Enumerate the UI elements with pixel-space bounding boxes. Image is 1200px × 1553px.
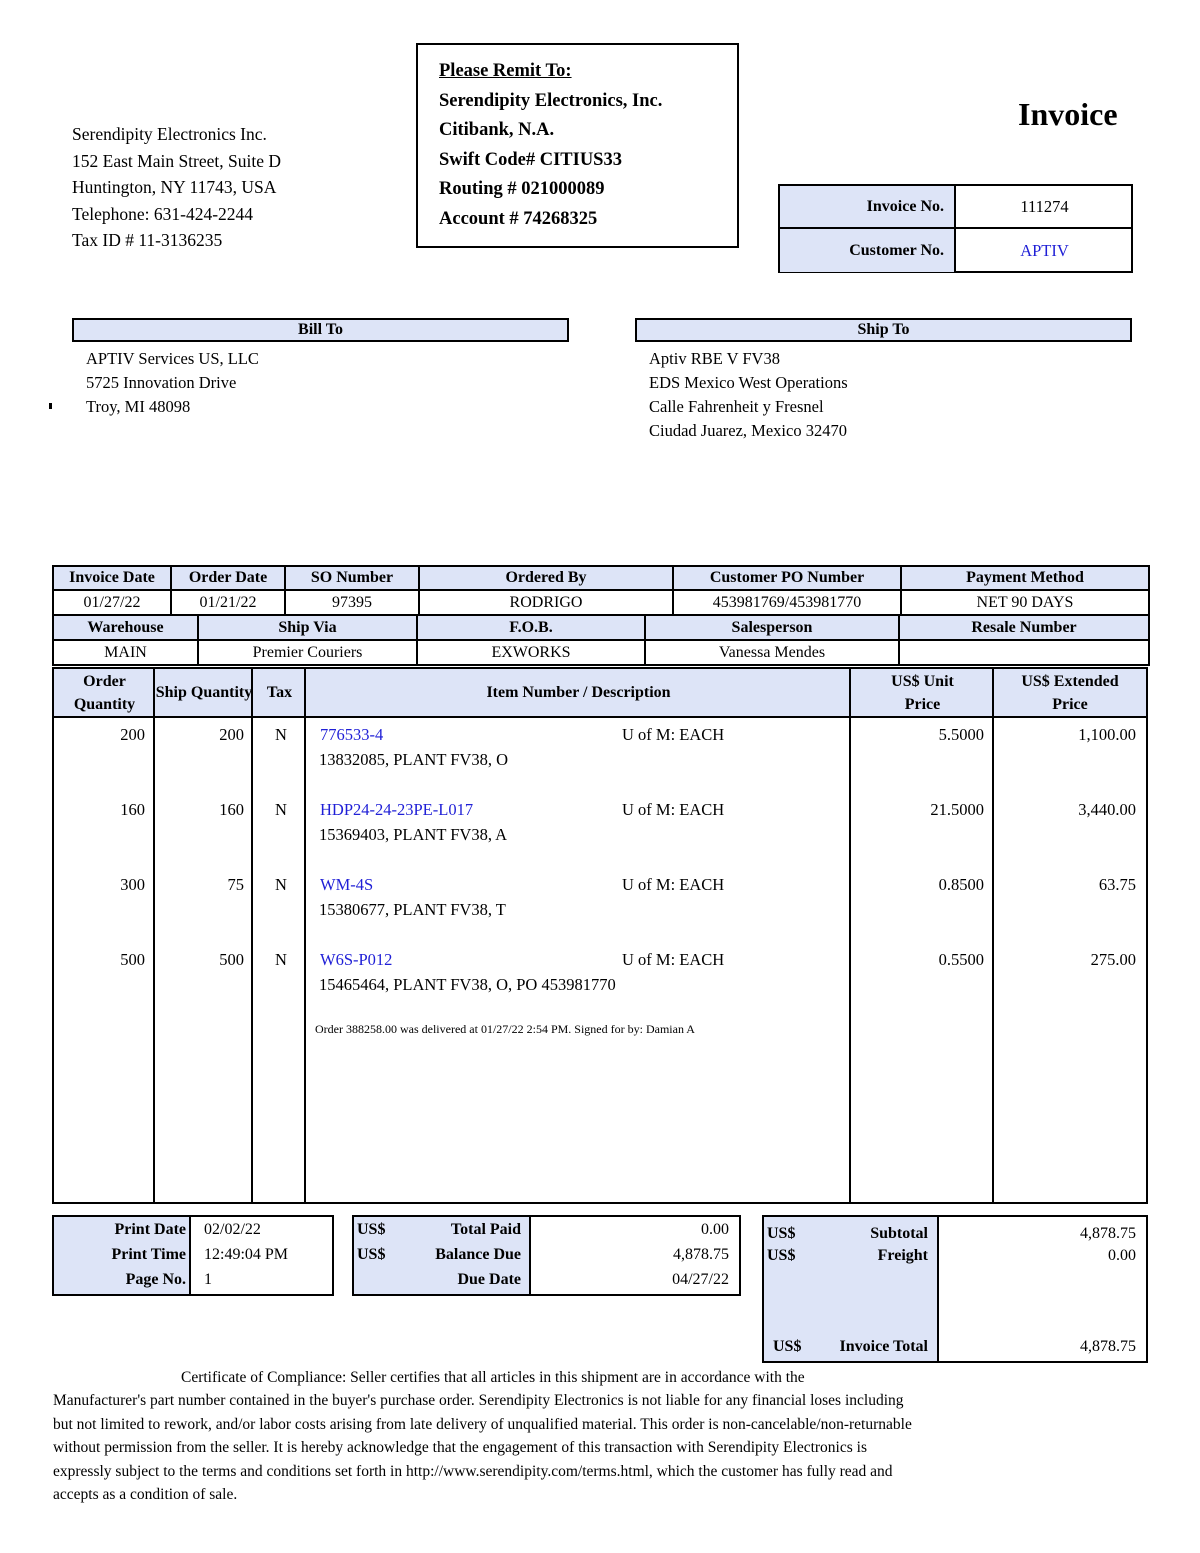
item-description: 15369403, PLANT FV38, A	[319, 825, 508, 844]
seller-address1: 152 East Main Street, Suite D	[72, 150, 282, 171]
tick-mark	[49, 403, 52, 409]
item-description: 15465464, PLANT FV38, O, PO 453981770	[319, 975, 616, 994]
order-qty: 500	[120, 950, 145, 969]
balance-due-value: 4,878.75	[673, 1246, 729, 1263]
invoice-date-value: 01/27/22	[53, 590, 171, 615]
print-info-box	[52, 1215, 334, 1296]
remit-account: Account # 74268325	[439, 208, 598, 229]
ship-via-header: Ship Via	[198, 615, 417, 640]
items-table	[52, 667, 1148, 1204]
certificate-of-compliance	[53, 1366, 1053, 1506]
extended-price: 275.00	[1090, 950, 1136, 969]
ship-to-header: Ship To	[635, 318, 1132, 342]
order-date-value: 01/21/22	[171, 590, 285, 615]
print-time-value: 12:49:04 PM	[204, 1246, 289, 1263]
ship-to-line: Calle Fahrenheit y Fresnel	[649, 397, 824, 416]
customer-no-label: Customer No.	[780, 229, 956, 272]
extended-price-header: US$ Extended Price	[1021, 672, 1119, 713]
remit-routing: Routing # 021000089	[439, 179, 605, 199]
item-number-link[interactable]: WM-4S	[320, 875, 374, 894]
bill-to-line: 5725 Innovation Drive	[86, 373, 237, 392]
warehouse-header: Warehouse	[53, 615, 198, 640]
customer-po-header: Customer PO Number	[673, 566, 901, 590]
subtotal-value: 4,878.75	[1080, 1225, 1136, 1242]
uom: U of M: EACH	[622, 875, 725, 894]
page-no-value: 1	[204, 1271, 212, 1288]
due-date-label: Due Date	[457, 1271, 521, 1288]
document-title: Invoice	[1018, 96, 1118, 132]
seller-telephone: Telephone: 631-424-2244	[72, 203, 254, 224]
item-description: 15380677, PLANT FV38, T	[319, 900, 506, 919]
order-date-header: Order Date	[171, 566, 285, 590]
print-time-label: Print Time	[111, 1246, 186, 1263]
ship-via-value: Premier Couriers	[198, 640, 417, 665]
uom: U of M: EACH	[622, 950, 725, 969]
customer-no-value[interactable]: APTIV	[1020, 240, 1069, 260]
payment-box	[352, 1215, 741, 1296]
fob-header: F.O.B.	[417, 615, 645, 640]
ship-qty: 500	[219, 950, 244, 969]
tax-flag: N	[275, 950, 287, 969]
ship-to-line: Ciudad Juarez, Mexico 32470	[649, 421, 847, 440]
uom: U of M: EACH	[622, 725, 725, 744]
subtotal-label: Subtotal	[870, 1225, 928, 1242]
description-header: Item Number / Description	[486, 684, 671, 701]
ship-to-line: EDS Mexico West Operations	[649, 373, 848, 392]
warehouse-value: MAIN	[53, 640, 198, 665]
certificate-line: expressly subject to the terms and conditions set forth in http://www.serendipity.com/terms.html, which the customer has fully read and	[53, 1462, 893, 1480]
currency-label: US$	[767, 1247, 796, 1264]
payment-method-header: Payment Method	[901, 566, 1149, 590]
currency-label: US$	[357, 1221, 386, 1238]
invoice-date-header: Invoice Date	[53, 566, 171, 590]
resale-number-value	[899, 640, 1149, 665]
unit-price: 21.5000	[930, 800, 984, 819]
totals-box	[762, 1215, 1148, 1363]
remit-bank: Citibank, N.A.	[439, 120, 555, 140]
extended-price: 3,440.00	[1078, 800, 1136, 819]
order-info-table-2	[52, 614, 1150, 666]
tax-flag: N	[275, 800, 287, 819]
tax-header: Tax	[266, 684, 293, 701]
delivery-note: Order 388258.00 was delivered at 01/27/22 2:54 PM. Signed for by: Damian A	[315, 1022, 695, 1036]
seller-name: Serendipity Electronics Inc.	[72, 124, 267, 144]
certificate-line: accepts as a condition of sale.	[53, 1486, 238, 1504]
bill-to-line: Troy, MI 48098	[86, 397, 191, 416]
print-date-label: Print Date	[114, 1221, 186, 1238]
ordered-by-header: Ordered By	[419, 566, 673, 590]
item-description: 13832085, PLANT FV38, O	[319, 750, 509, 769]
remit-swift: Swift Code# CITIUS33	[439, 149, 622, 170]
seller-tax-id: Tax ID # 11-3136235	[72, 230, 223, 250]
seller-address2: Huntington, NY 11743, USA	[72, 177, 277, 197]
currency-label: US$	[357, 1246, 386, 1263]
tax-flag: N	[275, 875, 287, 894]
certificate-line: but not limited to rework, and/or labor costs arising from late delivery of unqualified material. This order is non-cancelable/non-returnable	[53, 1415, 912, 1433]
so-number-header: SO Number	[285, 566, 419, 590]
ship-qty: 200	[219, 725, 244, 744]
payment-method-value: NET 90 DAYS	[901, 590, 1149, 615]
order-info-table-1	[52, 565, 1150, 616]
ship-to-line: Aptiv RBE V FV38	[649, 349, 780, 368]
ship-qty: 75	[227, 875, 244, 894]
order-qty: 200	[120, 725, 145, 744]
remit-company: Serendipity Electronics, Inc.	[439, 90, 663, 111]
item-row	[54, 875, 1146, 925]
invoice-no-value: 111274	[1020, 196, 1069, 216]
bill-to-header: Bill To	[72, 318, 569, 342]
uom: U of M: EACH	[622, 800, 725, 819]
currency-label: US$	[773, 1338, 802, 1355]
freight-label: Freight	[877, 1247, 928, 1264]
salesperson-value: Vanessa Mendes	[645, 640, 899, 665]
unit-price-header: US$ Unit Price	[891, 672, 954, 713]
invoice-no-label: Invoice No.	[780, 186, 956, 227]
item-number-link[interactable]: W6S-P012	[320, 950, 393, 969]
invoice-total-label: Invoice Total	[839, 1338, 928, 1355]
page-no-label: Page No.	[125, 1271, 186, 1288]
customer-po-value: 453981769/453981770	[673, 590, 901, 615]
total-paid-label: Total Paid	[450, 1221, 521, 1238]
bill-to-address	[86, 347, 259, 419]
certificate-line: Manufacturer's part number contained in the buyer's purchase order. Serendipity Electronics is not liable for any financial loses including	[53, 1392, 904, 1410]
print-date-value: 02/02/22	[204, 1221, 261, 1238]
item-row	[54, 725, 1146, 775]
resale-number-header: Resale Number	[899, 615, 1149, 640]
unit-price: 0.5500	[938, 950, 984, 969]
bill-to-line: APTIV Services US, LLC	[86, 349, 259, 368]
invoice-number-box	[778, 184, 1133, 273]
remit-box	[416, 43, 739, 248]
seller-block	[72, 121, 281, 254]
ship-to-address	[649, 347, 848, 443]
so-number-value: 97395	[285, 590, 419, 615]
order-qty-header: Order Quantity	[73, 672, 136, 713]
unit-price: 5.5000	[938, 725, 984, 744]
item-number-link[interactable]: HDP24-24-23PE-L017	[320, 800, 474, 819]
order-qty: 160	[120, 800, 145, 819]
unit-price: 0.8500	[938, 875, 984, 894]
item-number-link[interactable]: 776533-4	[320, 725, 384, 744]
extended-price: 63.75	[1098, 875, 1136, 894]
ship-qty-header: Ship Quantity	[155, 684, 253, 701]
total-paid-value: 0.00	[701, 1221, 729, 1238]
item-row	[54, 800, 1146, 850]
currency-label: US$	[767, 1225, 796, 1242]
freight-value: 0.00	[1108, 1247, 1136, 1264]
ship-qty: 160	[219, 800, 244, 819]
tax-flag: N	[275, 725, 287, 744]
fob-value: EXWORKS	[417, 640, 645, 665]
item-row	[54, 950, 1146, 1000]
balance-due-label: Balance Due	[435, 1246, 521, 1263]
certificate-line: Certificate of Compliance: Seller certifies that all articles in this shipment are in accordance with the	[181, 1369, 805, 1386]
salesperson-header: Salesperson	[645, 615, 899, 640]
due-date-value: 04/27/22	[672, 1271, 729, 1288]
invoice-total-value: 4,878.75	[1080, 1338, 1136, 1355]
remit-title: Please Remit To:	[439, 61, 572, 81]
order-qty: 300	[120, 875, 145, 894]
ordered-by-value: RODRIGO	[419, 590, 673, 615]
extended-price: 1,100.00	[1078, 725, 1136, 744]
certificate-line: without permission from the seller. It is hereby acknowledge that the engagement of this transaction with Serendipity Electronics is	[53, 1439, 867, 1457]
